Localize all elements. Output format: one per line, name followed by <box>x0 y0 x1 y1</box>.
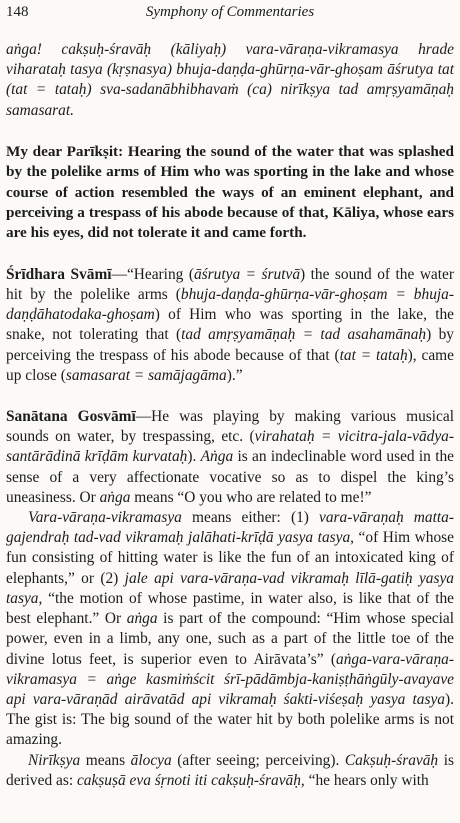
running-header <box>0 0 460 26</box>
sanskrit-verse: aṅga! cakṣuḥ-śravāḥ (kāliyaḥ) vara-vāraṇa-vikramasya hrade viharataḥ tasya (kṛṣnasya) bhuja-daṇḍa-ghūrṇa-vār-ghoṣam āśrutya tat (tat = tataḥ) sva-sadanābhibhavaṁ (ca) nirīkṣya tad amṛṣyamāṇaḥ samasarat. <box>6 41 454 119</box>
running-head-title: Symphony of Commentaries <box>145 4 315 20</box>
page-number: 148 <box>6 4 29 20</box>
commentary-sanatana: Sanātana Gosvāmī—He was playing by making various musical sounds on water, by trespassing, etc. (virahataḥ = vicitra-jala-vādya-santārādinā krīḍām kurvataḥ). Aṅga is an indeclinable word used in the sense of a very affectionate vocative so as to dispel the king’s uneasiness. Or aṅga means “O you who are related to me!” <box>6 408 454 506</box>
commentary-sridhara: Śrīdhara Svāmī—“Hearing (āśrutya = śrutvā) the sound of the water hit by the polelike arms (bhuja-daṇḍa-ghūrṇa-vār-ghoṣam = bhuja-daṇḍāhatodaka-ghoṣam) of Him who was sporting in the lake, the snake, not tolerating that (tad amṛṣyamāṇaḥ = tad asahamānaḥ) by perceiving the trespass of his abode because of that (tat = tataḥ), came up close (samasarat = samājagāma).” <box>6 265 454 384</box>
commentary-paragraph: Vara-vāraṇa-vikramasya means either: (1) vara-vāraṇaḥ matta-gajendraḥ tad-vad vikramaḥ jalāhati-krīḍā yasya tasya, “of Him whose fun consisting of hitting water is like the fun of an intoxicated king of elephants,” or (2) jale api vara-vāraṇa-vad vikramaḥ līlā-gatiḥ yasya tasya, “the motion of whose pastime, in water also, is like that of the best elephant.” Or aṅga is part of the compound: “Him whose special power, even in a limb, any one, such as a part of the little toe of the divine lotus feet, is superior even to Airāvata’s” (aṅga-vara-vāraṇa-vikramasya = aṅge kasmiṁścit śrī-pādāmbja-kaniṣṭhāṅgūly-avayave api vara-vāraṇād airāvatād api vikramaḥ śakti-viśeṣaḥ yasya tasya). The gist is: The big sound of the water hit by both polelike arms is not amazing. <box>6 509 454 749</box>
commentator-name: Sanātana Gosvāmī <box>6 408 136 426</box>
commentary-paragraph: Nirīkṣya means ālocya (after seeing; perceiving). Cakṣuḥ-śravāḥ is derived as: cakṣuṣā eva śṛnoti iti cakṣuḥ-śravāḥ, “he hears only with <box>6 751 454 789</box>
commentator-name: Śrīdhara Svāmī <box>6 265 112 283</box>
verse-translation: My dear Parīkṣit: Hearing the sound of the water that was splashed by the polelike arms of Him who was sporting in the lake and whose course of action resembled the ways of an eminent elephant, and perceiving a trespass of his abode because of that, Kāliya, whose ears are his eyes, did not tolerate it and came forth. <box>6 142 454 242</box>
page-body <box>6 40 454 791</box>
